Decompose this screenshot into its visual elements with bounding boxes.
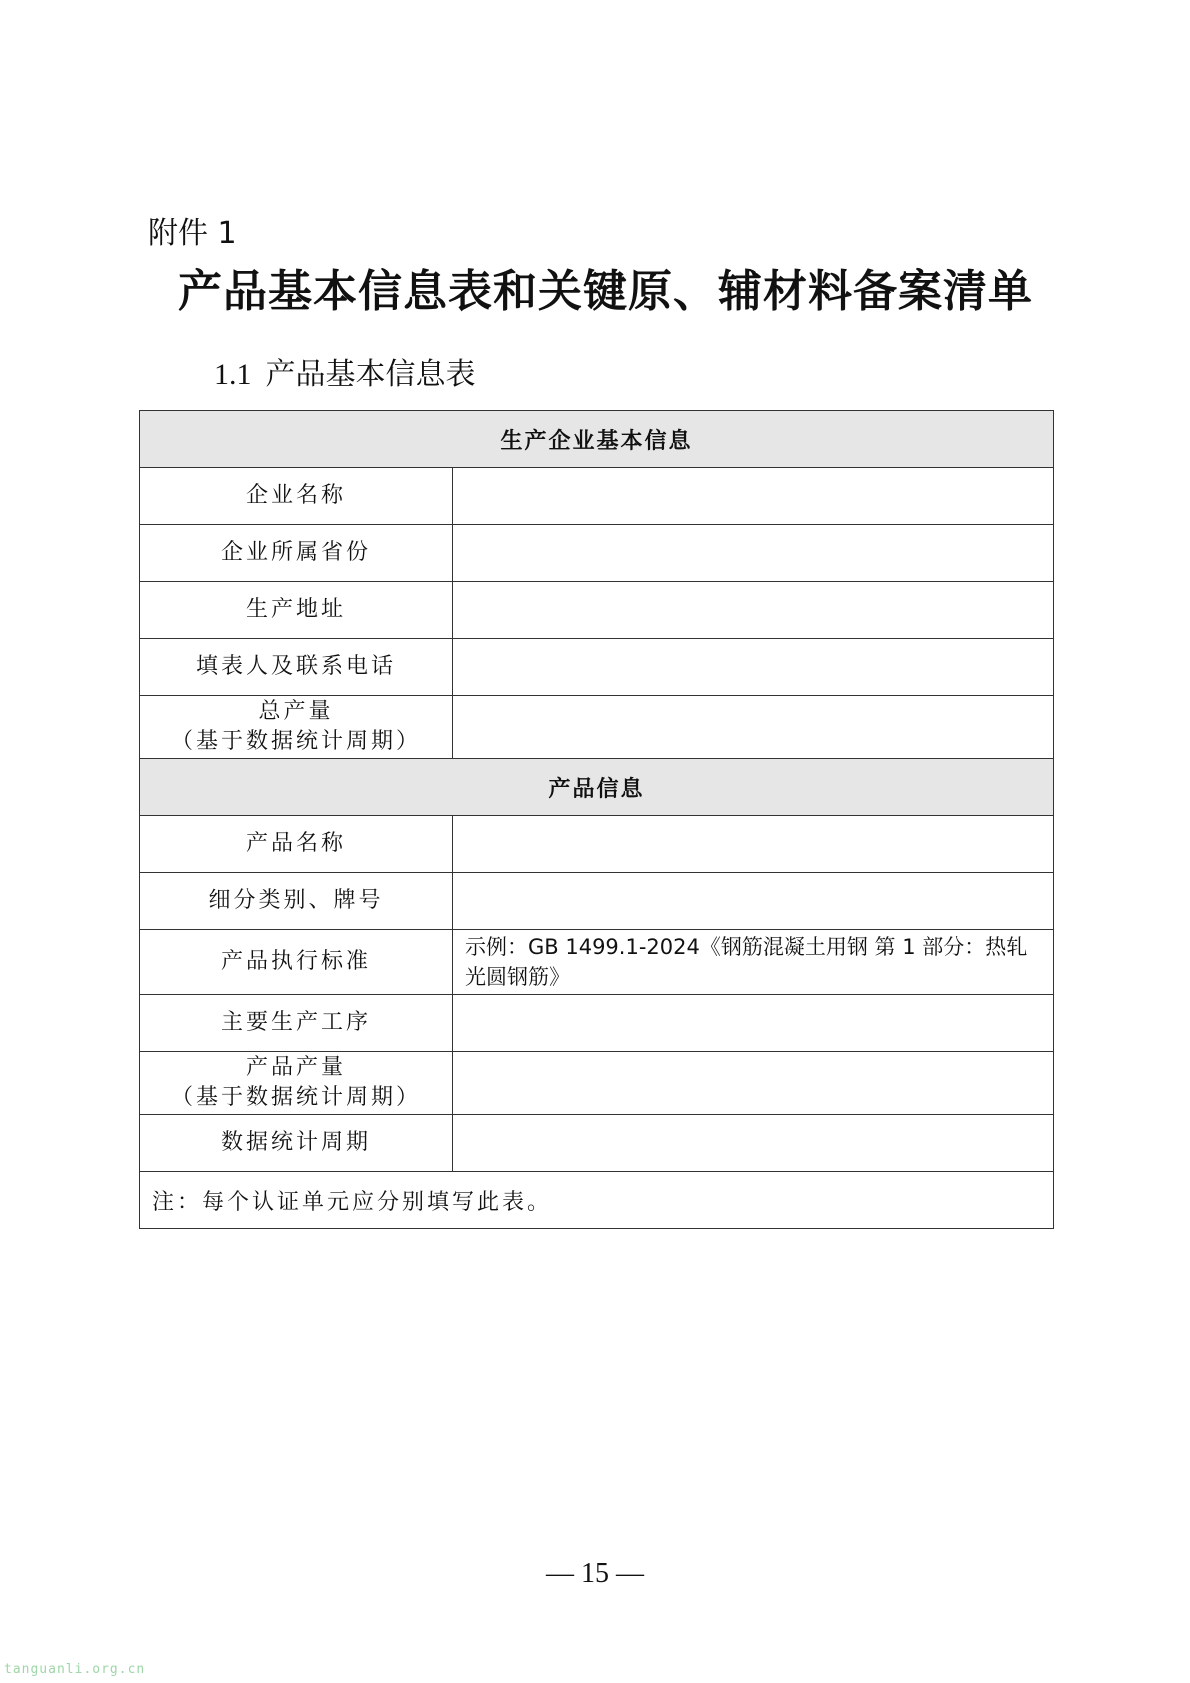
- company-province-label: 企业所属省份: [140, 525, 453, 582]
- table-row: [140, 930, 1054, 995]
- table-note: 注：每个认证单元应分别填写此表。: [140, 1172, 1054, 1229]
- table-row: [140, 468, 1054, 525]
- contact-person-field[interactable]: [453, 639, 1054, 696]
- main-process-label: 主要生产工序: [140, 995, 453, 1052]
- table-row: [140, 411, 1054, 468]
- product-info-table: [139, 410, 1054, 1229]
- section-title: [214, 354, 476, 396]
- production-address-label: 生产地址: [140, 582, 453, 639]
- total-output-label-line1: 总产量: [258, 699, 334, 724]
- section-number: 1.1: [214, 358, 252, 391]
- table-row: [140, 995, 1054, 1052]
- product-name-label: 产品名称: [140, 816, 453, 873]
- attachment-label: 附件 1: [148, 216, 237, 251]
- statistics-period-field[interactable]: [453, 1115, 1054, 1172]
- statistics-period-label: 数据统计周期: [140, 1115, 453, 1172]
- grade-field[interactable]: [453, 873, 1054, 930]
- company-name-field[interactable]: [453, 468, 1054, 525]
- watermark: tanguanli.org.cn: [4, 1662, 146, 1677]
- document-title: 产品基本信息表和关键原、辅材料备案清单: [178, 266, 1033, 317]
- product-standard-label: 产品执行标准: [140, 930, 453, 995]
- product-output-label-line2: （基于数据统计周期）: [170, 1085, 421, 1110]
- table-row: [140, 759, 1054, 816]
- company-section-header: 生产企业基本信息: [140, 411, 1054, 468]
- product-output-field[interactable]: [453, 1052, 1054, 1115]
- main-process-field[interactable]: [453, 995, 1054, 1052]
- section-title-text: 产品基本信息表: [265, 357, 476, 392]
- total-output-label: [140, 696, 453, 759]
- production-address-field[interactable]: [453, 582, 1054, 639]
- table-row: [140, 525, 1054, 582]
- table-row: [140, 1052, 1054, 1115]
- total-output-field[interactable]: [453, 696, 1054, 759]
- total-output-label-line2: （基于数据统计周期）: [170, 729, 421, 754]
- product-output-label: [140, 1052, 453, 1115]
- product-section-header: 产品信息: [140, 759, 1054, 816]
- company-province-field[interactable]: [453, 525, 1054, 582]
- page-number: — 15 —: [546, 1558, 644, 1589]
- company-name-label: 企业名称: [140, 468, 453, 525]
- table-row: [140, 639, 1054, 696]
- contact-person-label: 填表人及联系电话: [140, 639, 453, 696]
- grade-label: 细分类别、牌号: [140, 873, 453, 930]
- table-row: [140, 1172, 1054, 1229]
- table-row: [140, 873, 1054, 930]
- table-row: [140, 582, 1054, 639]
- table-row: [140, 696, 1054, 759]
- table-row: [140, 1115, 1054, 1172]
- table-row: [140, 816, 1054, 873]
- product-name-field[interactable]: [453, 816, 1054, 873]
- product-output-label-line1: 产品产量: [245, 1055, 346, 1080]
- product-standard-field[interactable]: 示例：GB 1499.1-2024《钢筋混凝土用钢 第 1 部分：热轧光圆钢筋》: [453, 930, 1054, 995]
